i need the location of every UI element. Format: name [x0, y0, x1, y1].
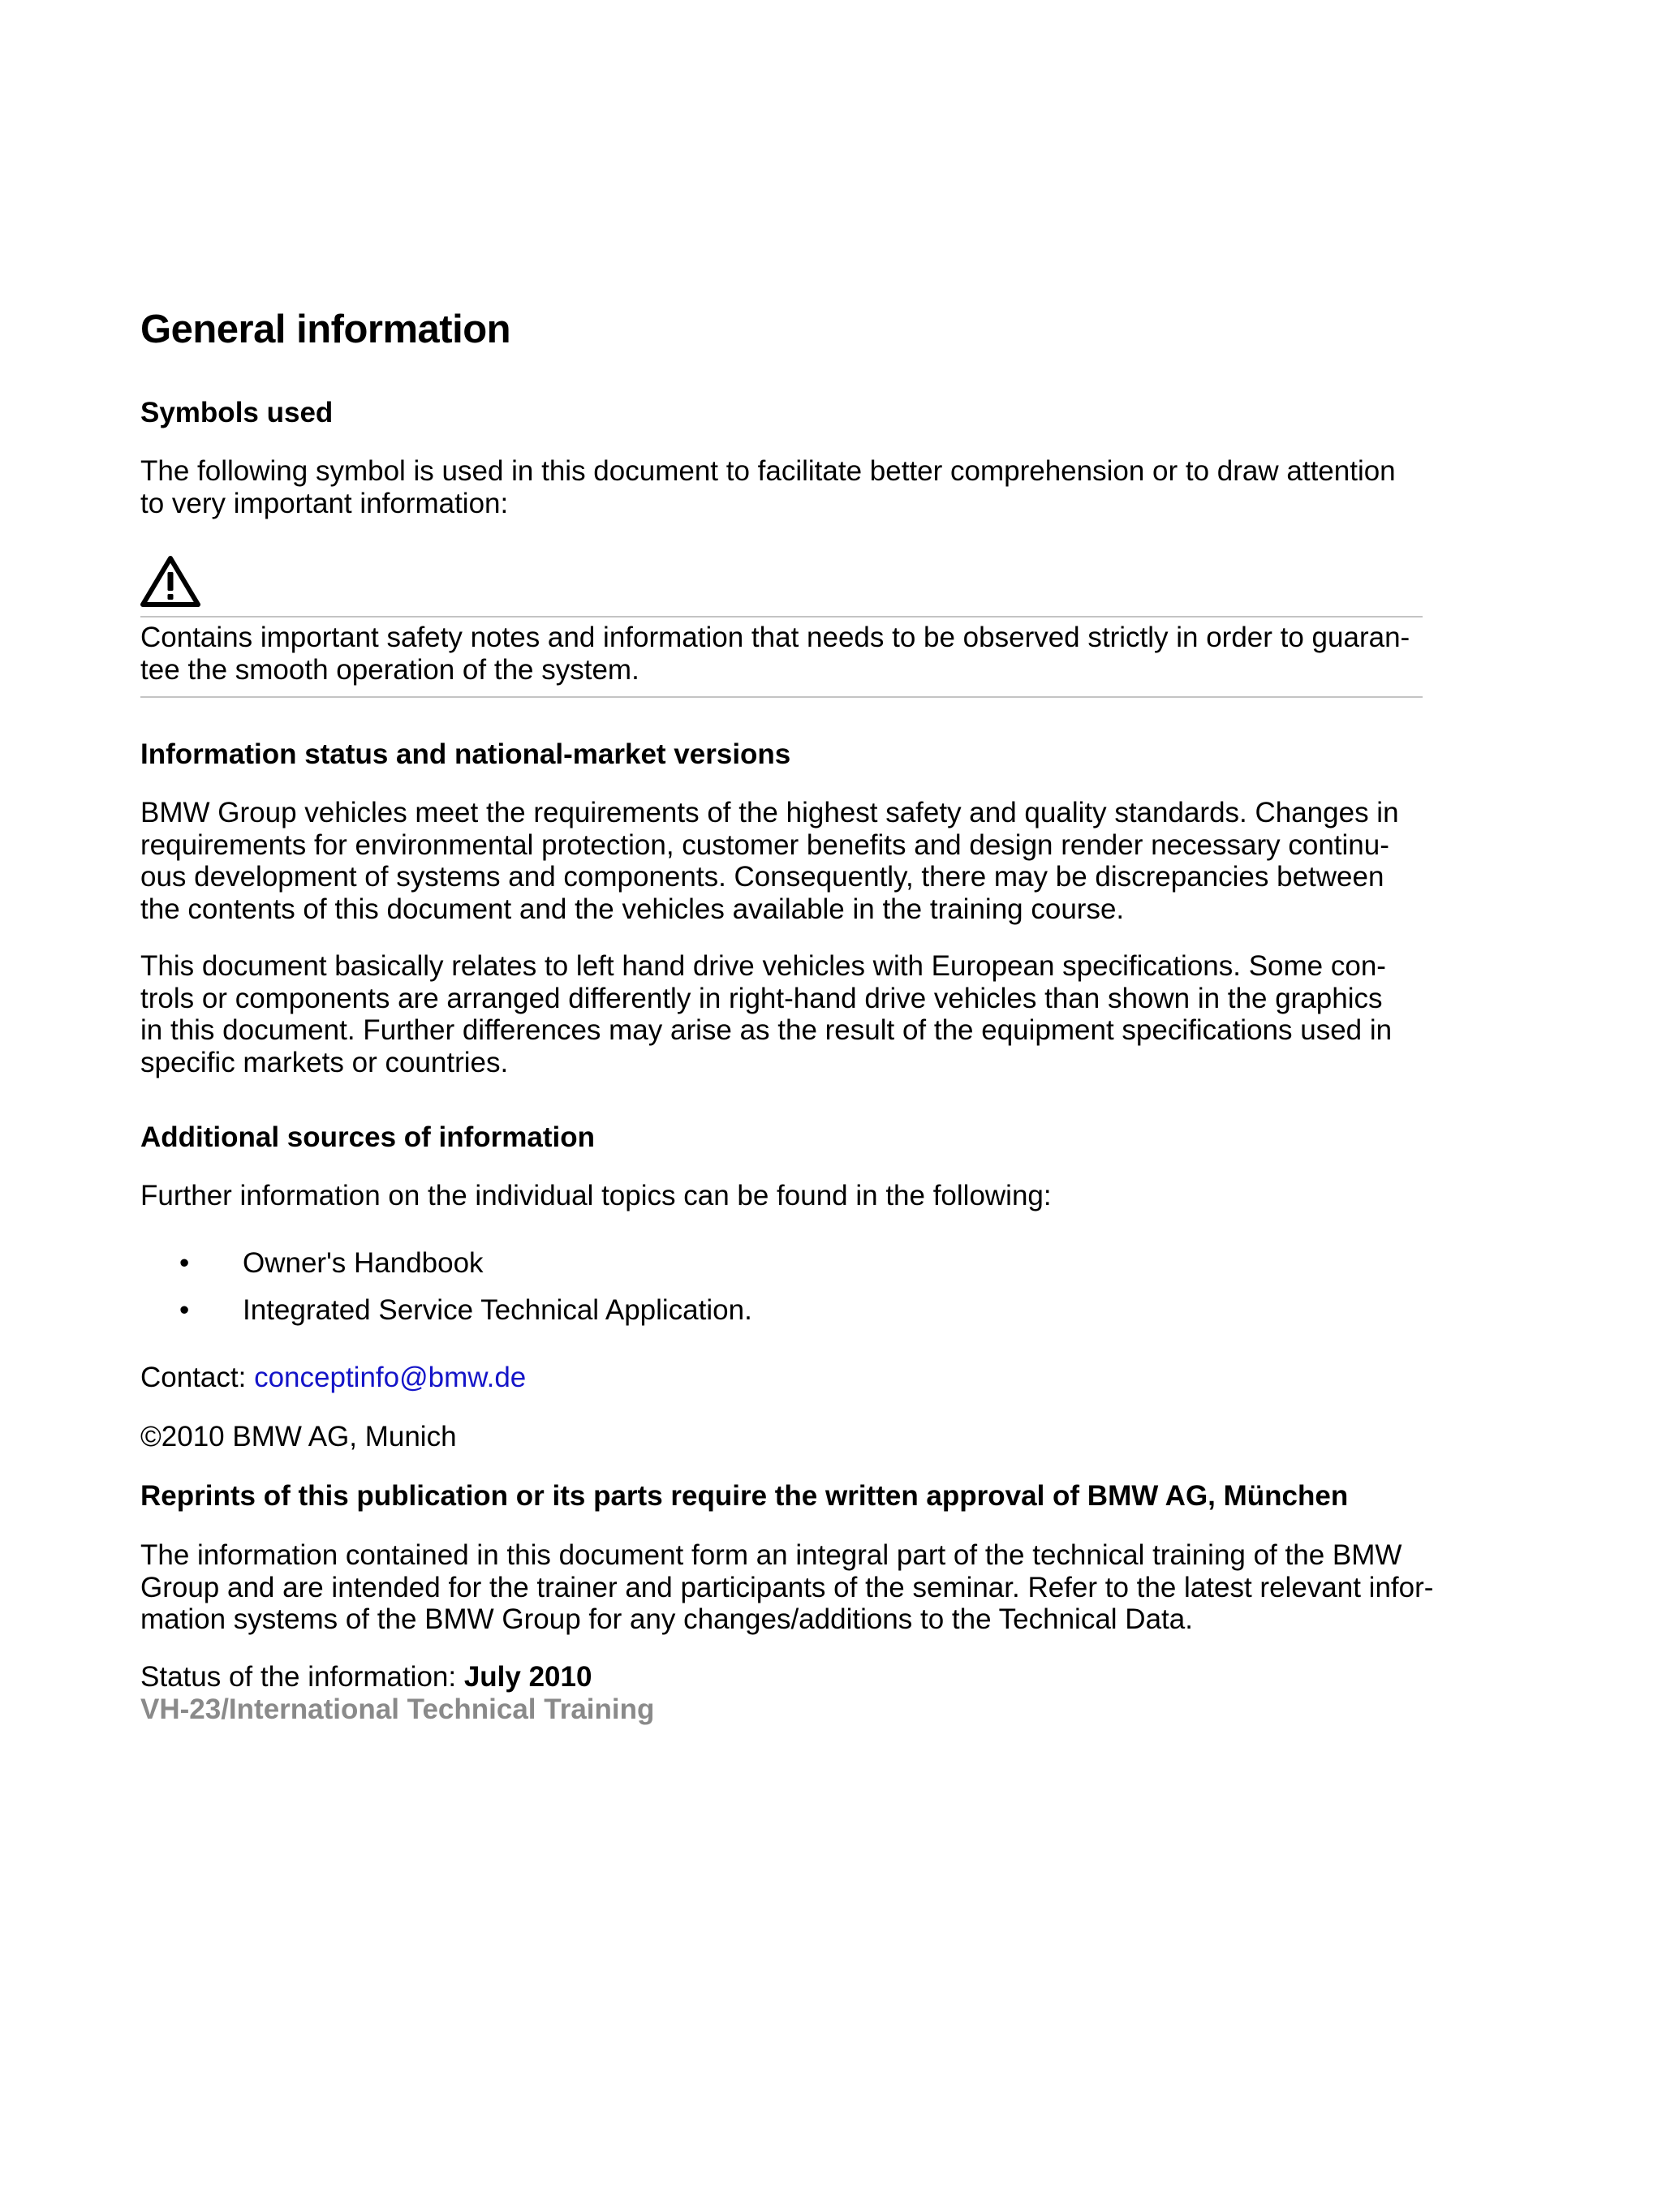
status-para2-line: specific markets or countries. — [140, 1046, 509, 1078]
status-para2-line: trols or components are arranged differently in right-hand drive vehicles than shown in the graphics — [140, 982, 1383, 1014]
warning-triangle-icon — [140, 555, 200, 607]
additional-sources-heading: Additional sources of information — [140, 1121, 596, 1153]
status-para1-line: ous development of systems and components. Consequently, there may be discrepancies between — [140, 861, 1384, 893]
information-status-heading: Information status and national-market versions — [140, 738, 791, 770]
symbols-intro-paragraph — [140, 455, 1423, 519]
status-date-line — [140, 1661, 1423, 1693]
copyright-line: ©2010 BMW AG, Munich — [140, 1421, 457, 1452]
additional-sources-intro: Further information on the individual topics can be found in the following: — [140, 1180, 1052, 1211]
page-title: General information — [140, 308, 511, 351]
safety-note-paragraph — [140, 622, 1423, 686]
symbols-intro-line: to very important information: — [140, 487, 509, 519]
integral-part-line: mation systems of the BMW Group for any changes/additions to the Technical Data. — [140, 1603, 1193, 1635]
list-item-text: Integrated Service Technical Application. — [243, 1294, 752, 1326]
symbols-intro-line: The following symbol is used in this document to facilitate better comprehension or to draw attention — [140, 455, 1396, 487]
contact-line — [140, 1362, 1423, 1394]
safety-note-line: Contains important safety notes and information that needs to be observed strictly in order to guaran- — [140, 622, 1410, 653]
integral-part-line: The information contained in this document form an integral part of the technical training of the BMW — [140, 1539, 1402, 1571]
reprints-notice: Reprints of this publication or its parts require the written approval of BMW AG, München — [140, 1480, 1349, 1512]
status-para1-line: BMW Group vehicles meet the requirements of the highest safety and quality standards. Changes in — [140, 797, 1399, 828]
status-para1-line: requirements for environmental protection, customer benefits and design render necessary continu- — [140, 828, 1389, 861]
department-label: VH-23/International Technical Training — [140, 1693, 655, 1725]
status-para2-line: This document basically relates to left hand drive vehicles with European specifications. Some con- — [140, 950, 1386, 982]
status-para1-line: the contents of this document and the vehicles available in the training course. — [140, 893, 1125, 925]
safety-note-line: tee the smooth operation of the system. — [140, 653, 639, 686]
bullet-glyph: • — [179, 1247, 190, 1279]
symbols-used-heading: Symbols used — [140, 397, 334, 428]
information-status-paragraph-1 — [140, 797, 1423, 925]
integral-part-paragraph — [140, 1539, 1434, 1636]
status-para2-line: in this document. Further differences may arise as the result of the equipment specifications used in — [140, 1014, 1393, 1046]
bullet-glyph: • — [179, 1294, 190, 1326]
contact-label: Contact: — [140, 1362, 255, 1393]
list-item-text: Owner's Handbook — [243, 1247, 484, 1279]
status-date-value: July 2010 — [463, 1661, 592, 1693]
contact-email-link[interactable]: conceptinfo@bmw.de — [254, 1362, 527, 1393]
information-status-paragraph-2 — [140, 950, 1423, 1078]
information-status-date-block — [140, 1661, 1423, 1725]
note-top-divider — [140, 616, 1423, 618]
status-date-label: Status of the information: — [140, 1661, 464, 1693]
note-bottom-divider — [140, 696, 1423, 698]
integral-part-line: Group and are intended for the trainer and participants of the seminar. Refer to the latest relevant infor- — [140, 1571, 1434, 1603]
